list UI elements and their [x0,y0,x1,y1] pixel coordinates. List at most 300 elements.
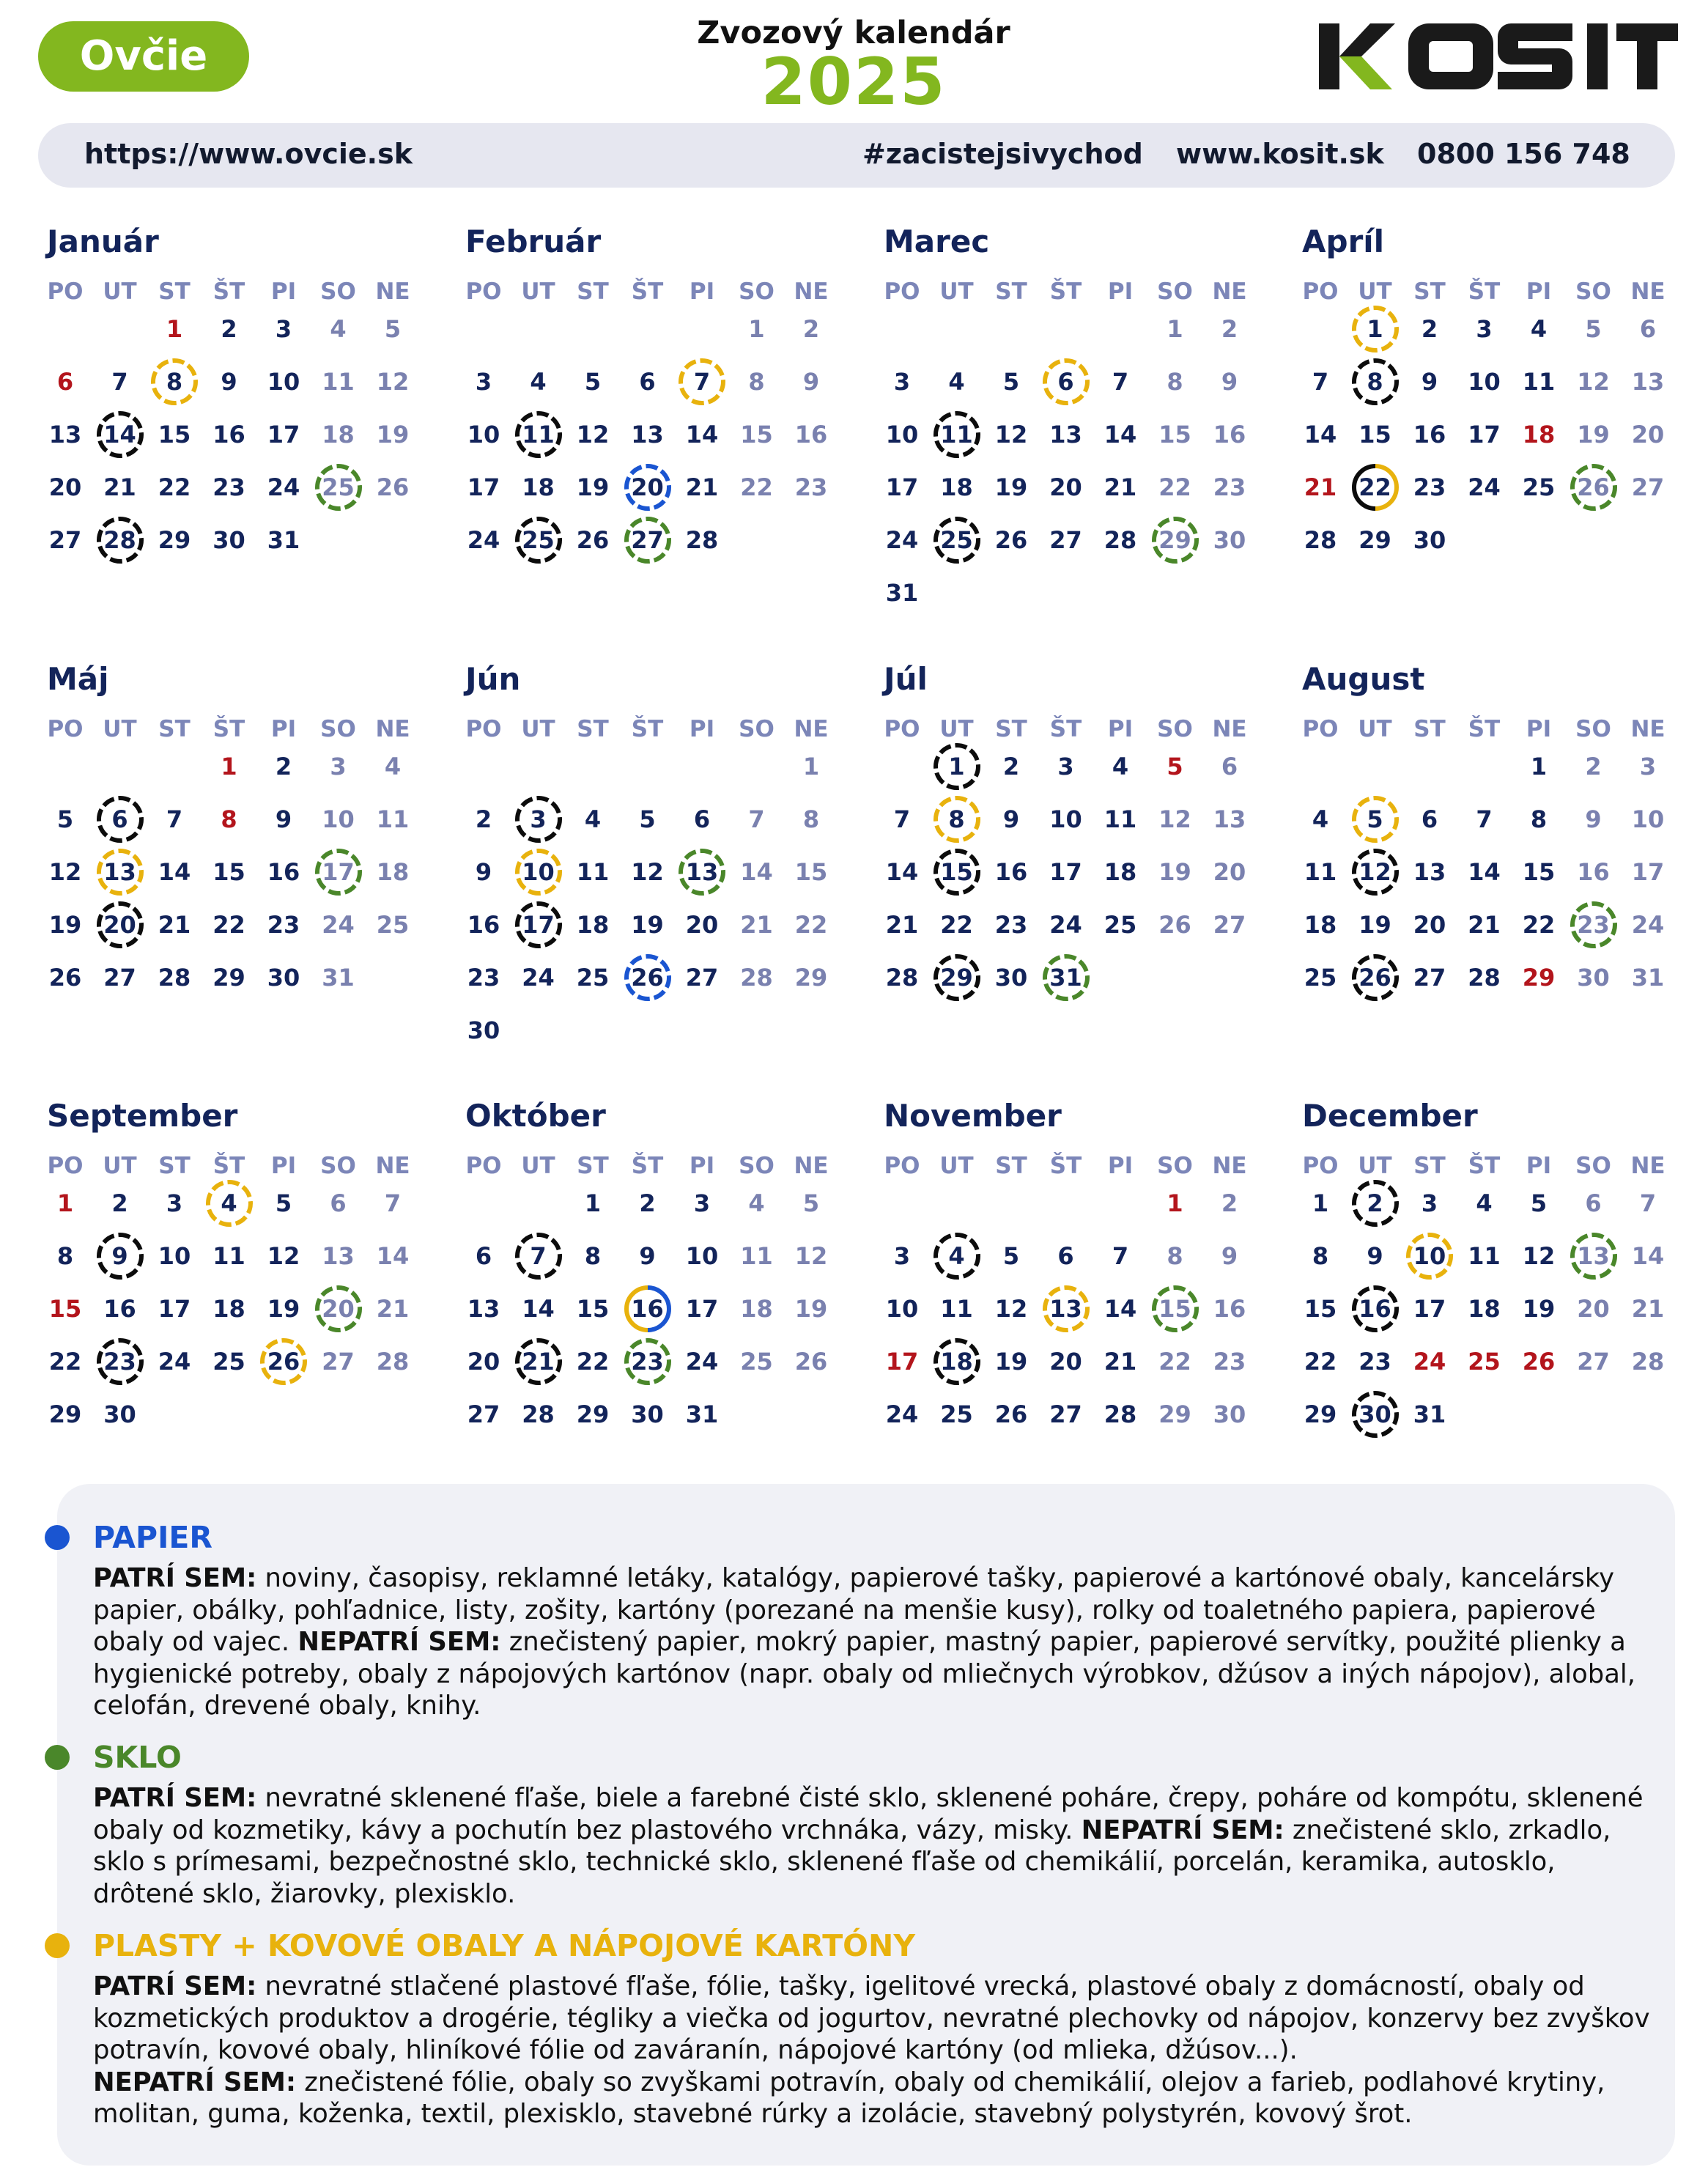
day-cell: 24 [1049,911,1082,939]
day-cell: 1 [1167,1189,1183,1217]
day-cell: 20 [685,911,719,939]
day-cell: 29 [1158,1400,1191,1428]
day-cell: 13 [467,1295,500,1323]
month-name: December [1302,1098,1478,1134]
day-cell: 22 [1348,461,1402,514]
day-cell: 20 [93,898,147,951]
weekday-header: ST [577,1153,609,1179]
day-cell: 7 [1112,368,1129,396]
paper-yes-text: noviny, časopisy, reklamné letáky, katalógy, papierové tašky, papierové a kartónové obaly, kancelársky papier, obálky, pohľadnice, listy, zošity, kartóny (porezané na menšie kusy), rolky od toaletného papiera, papierové obaly od vajec. [93,1563,1615,1657]
weekday-header: UT [521,278,555,305]
day-cell: 5 [1585,315,1602,343]
glass-dot [45,1745,70,1770]
day-cell: 27 [322,1348,355,1376]
day-cell: 18 [576,911,610,939]
day-cell: 17 [158,1295,191,1323]
day-cell: 9 [1221,368,1238,396]
day-cell: 14 [885,858,919,886]
month-name: Jún [465,661,521,697]
day-cell: 16 [1348,1282,1402,1335]
day-cell: 15 [48,1295,82,1323]
day-cell: 3 [166,1189,183,1217]
day-cell: 22 [740,473,773,501]
day-cell: 1 [748,315,765,343]
weekday-header: ST [158,1153,191,1179]
day-cell: 30 [467,1016,500,1044]
weekday-header: UT [1358,278,1392,305]
day-cell: 2 [1221,1189,1238,1217]
day-cell: 6 [1639,315,1657,343]
day-cell: 23 [1358,1348,1391,1376]
day-cell: 30 [994,964,1028,992]
day-cell: 4 [584,805,602,833]
day-cell: 21 [685,473,719,501]
day-cell: 25 [1468,1348,1501,1376]
day-cell: 5 [1167,753,1183,780]
month-name: November [884,1098,1062,1134]
weekday-header: SO [1157,278,1193,305]
day-cell: 12 [994,421,1028,448]
day-cell: 27 [467,1400,500,1428]
weekday-header: ŠT [212,1153,245,1179]
day-cell: 10 [511,846,566,898]
day-cell: 17 [511,898,566,951]
weekday-header: UT [521,716,555,742]
day-cell: 21 [1304,473,1337,501]
weekday-header: PO [465,1153,502,1179]
day-cell: 27 [1631,473,1665,501]
weekday-header: PI [689,1153,715,1179]
month-1 [38,224,456,649]
day-cell: 12 [1577,368,1610,396]
day-cell: 14 [1304,421,1337,448]
day-cell: 12 [576,421,610,448]
day-cell: 22 [1158,473,1191,501]
kosit-website[interactable]: www.kosit.sk [1176,138,1384,170]
day-cell: 10 [1049,805,1082,833]
day-cell: 11 [576,858,610,886]
day-cell: 28 [158,964,191,992]
day-cell: 8 [748,368,765,396]
weekday-header: PO [47,278,84,305]
day-cell: 11 [930,408,984,461]
day-cell: 30 [1213,1400,1246,1428]
day-cell: 1 [1348,303,1402,355]
day-cell: 4 [1530,315,1548,343]
day-cell: 5 [56,805,74,833]
day-cell: 17 [1413,1295,1446,1323]
day-cell: 6 [1585,1189,1602,1217]
day-cell: 31 [885,579,919,607]
day-cell: 28 [1103,1400,1137,1428]
month-name: Júl [884,661,928,697]
day-cell: 8 [802,805,820,833]
day-cell: 9 [639,1242,656,1270]
day-cell: 14 [740,858,773,886]
weekday-header: ST [1413,1153,1446,1179]
day-cell: 12 [794,1242,828,1270]
day-cell: 8 [147,355,202,408]
day-cell: 13 [1039,1282,1093,1335]
month-name: Február [465,224,602,259]
day-cell: 1 [1530,753,1548,780]
weekday-header: ST [995,1153,1027,1179]
day-cell: 27 [1049,526,1082,554]
municipality-badge: Ovčie [38,21,249,92]
weekday-header: UT [1358,1153,1392,1179]
day-cell: 1 [802,753,820,780]
weekday-header: UT [939,1153,974,1179]
day-cell: 19 [576,473,610,501]
day-cell: 2 [1421,315,1438,343]
day-cell: 14 [1103,1295,1137,1323]
day-cell: 5 [1530,1189,1548,1217]
day-cell: 28 [740,964,773,992]
day-cell: 9 [1367,1242,1383,1270]
day-cell: 8 [1348,355,1402,408]
glass-yes-text: nevratné sklenené fľaše, biele a farebné čisté sklo, sklenené poháre, črepy, poháre od kompótu, sklenené obaly od kozmetiky, kávy a pochutín bez plastového vrchnáka, vázy, misky. [93,1783,1644,1845]
weekday-header: ŠT [1049,1153,1082,1179]
day-cell: 17 [885,1348,919,1376]
day-cell: 9 [1585,805,1602,833]
day-cell: 15 [1158,421,1191,448]
weekday-header: SO [1157,1153,1193,1179]
day-cell: 21 [158,911,191,939]
glass-title: SKLO [93,1740,182,1775]
weekday-header: PI [1107,278,1134,305]
day-cell: 9 [1421,368,1438,396]
weekday-header: PO [47,716,84,742]
paper-yes-label: PATRÍ SEM: [93,1563,257,1593]
day-cell: 19 [1522,1295,1556,1323]
day-cell: 23 [1213,473,1246,501]
day-cell: 25 [511,514,566,566]
day-cell: 22 [1158,1348,1191,1376]
day-cell: 17 [267,421,300,448]
day-cell: 4 [1312,805,1329,833]
day-cell: 9 [275,805,292,833]
day-cell: 3 [330,753,347,780]
day-cell: 14 [158,858,191,886]
day-cell: 30 [631,1400,664,1428]
day-cell: 17 [311,846,366,898]
day-cell: 16 [1213,421,1246,448]
day-cell: 24 [1631,911,1665,939]
day-cell: 29 [158,526,191,554]
day-cell: 26 [576,526,610,554]
day-cell: 26 [621,951,675,1004]
day-cell: 26 [994,1400,1028,1428]
day-cell: 23 [794,473,828,501]
day-cell: 27 [1413,964,1446,992]
weekday-header: PO [1302,716,1339,742]
day-cell: 14 [685,421,719,448]
day-cell: 4 [330,315,347,343]
day-cell: 5 [1002,1242,1020,1270]
month-10 [456,1098,874,1523]
weekday-header: PI [1526,278,1552,305]
day-cell: 23 [1567,898,1621,951]
weekday-header: UT [939,716,974,742]
day-cell: 1 [1167,315,1183,343]
day-cell: 20 [467,1348,500,1376]
day-cell: 22 [158,473,191,501]
day-cell: 27 [103,964,136,992]
day-cell: 28 [522,1400,555,1428]
weekday-header: PO [47,1153,84,1179]
day-cell: 10 [322,805,355,833]
day-cell: 30 [1577,964,1610,992]
day-cell: 6 [1057,1242,1074,1270]
month-8 [1293,661,1708,1086]
weekday-header: PI [270,716,297,742]
month-name: August [1302,661,1425,697]
month-name: September [47,1098,238,1134]
plastic-description [93,1971,1654,2130]
weekday-header: ŠT [1468,278,1501,305]
day-cell: 20 [1631,421,1665,448]
day-cell: 4 [530,368,547,396]
day-cell: 27 [685,964,719,992]
day-cell: 1 [1312,1189,1329,1217]
day-cell: 3 [693,1189,711,1217]
day-cell: 31 [1039,951,1093,1004]
day-cell: 30 [1213,526,1246,554]
month-12 [1293,1098,1708,1523]
day-cell: 13 [48,421,82,448]
day-cell: 11 [1103,805,1137,833]
day-cell: 8 [1167,368,1183,396]
day-cell: 12 [1158,805,1191,833]
month-name: Máj [47,661,109,697]
day-cell: 6 [475,1242,492,1270]
weekday-header: NE [375,278,410,305]
calendar-year: 2025 [761,44,947,119]
day-cell: 3 [511,793,566,846]
day-cell: 26 [1567,461,1621,514]
weekday-header: PI [270,1153,297,1179]
weekday-header: PO [884,278,920,305]
day-cell: 29 [1358,526,1391,554]
day-cell: 1 [930,740,984,793]
day-cell: 23 [1213,1348,1246,1376]
day-cell: 4 [202,1177,256,1230]
day-cell: 18 [1522,421,1556,448]
weekday-header: SO [739,278,774,305]
day-cell: 18 [322,421,355,448]
day-cell: 23 [994,911,1028,939]
day-cell: 24 [885,1400,919,1428]
weekday-header: NE [1212,278,1247,305]
day-cell: 12 [267,1242,300,1270]
day-cell: 19 [994,473,1028,501]
day-cell: 24 [885,526,919,554]
day-cell: 18 [930,1335,984,1388]
day-cell: 14 [93,408,147,461]
day-cell: 15 [930,846,984,898]
day-cell: 14 [1468,858,1501,886]
day-cell: 11 [740,1242,773,1270]
weekday-header: PO [1302,278,1339,305]
paper-dot [45,1525,70,1550]
day-cell: 5 [639,805,656,833]
day-cell: 11 [322,368,355,396]
day-cell: 15 [212,858,245,886]
day-cell: 29 [1148,514,1202,566]
weekday-header: ST [158,716,191,742]
day-cell: 22 [1522,911,1556,939]
day-cell: 18 [376,858,410,886]
day-cell: 19 [376,421,410,448]
day-cell: 25 [1304,964,1337,992]
day-cell: 16 [212,421,245,448]
plastic-yes-text: nevratné stlačené plastové fľaše, fólie, tašky, igelitové vrecká, plastové obaly z domácností, obaly od kozmetických produktov a drogérie, tégliky a viečka od jogurtov, nevratné plechovky od nápojov, konzervy bez zvyškov potravín, kovové obaly, hliníkové fólie od zaváranín, nápojové kartóny (od mlieka, džúsov...). [93,1971,1650,2065]
day-cell: 21 [376,1295,410,1323]
day-cell: 8 [1167,1242,1183,1270]
day-cell: 27 [1049,1400,1082,1428]
day-cell: 4 [748,1189,765,1217]
weekday-header: SO [1575,278,1611,305]
day-cell: 7 [1312,368,1329,396]
day-cell: 10 [885,1295,919,1323]
day-cell: 12 [1348,846,1402,898]
day-cell: 11 [1304,858,1337,886]
day-cell: 15 [158,421,191,448]
weekday-header: PI [1526,1153,1552,1179]
day-cell: 15 [794,858,828,886]
day-cell: 11 [511,408,566,461]
day-cell: 16 [1413,421,1446,448]
day-cell: 15 [1358,421,1391,448]
day-cell: 5 [1348,793,1402,846]
day-cell: 12 [631,858,664,886]
day-cell: 16 [467,911,500,939]
day-cell: 25 [740,1348,773,1376]
day-cell: 18 [740,1295,773,1323]
day-cell: 23 [93,1335,147,1388]
day-cell: 31 [322,964,355,992]
day-cell: 21 [511,1335,566,1388]
weekday-header: NE [375,1153,410,1179]
weekday-header: NE [794,1153,829,1179]
day-cell: 20 [1049,473,1082,501]
day-cell: 28 [1631,1348,1665,1376]
day-cell: 10 [467,421,500,448]
weekday-header: UT [103,1153,137,1179]
day-cell: 20 [1213,858,1246,886]
day-cell: 31 [267,526,300,554]
weekday-header: ST [1413,716,1446,742]
month-5 [38,661,456,1086]
day-cell: 7 [893,805,911,833]
weekday-header: NE [794,716,829,742]
day-cell: 2 [475,805,492,833]
day-cell: 26 [794,1348,828,1376]
weekday-header: ŠT [212,278,245,305]
day-cell: 1 [584,1189,602,1217]
day-cell: 19 [994,1348,1028,1376]
day-cell: 2 [802,315,820,343]
day-cell: 18 [1468,1295,1501,1323]
day-cell: 12 [1522,1242,1556,1270]
day-cell: 8 [584,1242,602,1270]
day-cell: 8 [1530,805,1548,833]
month-2 [456,224,874,649]
day-cell: 22 [576,1348,610,1376]
weekday-header: PI [689,716,715,742]
paper-no-label: NEPATRÍ SEM: [297,1627,501,1657]
day-cell: 7 [748,805,765,833]
paper-no-text: znečistený papier, mokrý papier, mastný papier, papierové servítky, použité plienky a hygienické potreby, obaly z nápojových kartónov (napr. obaly od mliečnych výrobkov, džúsov a iných nápojov), alobal, celofán, drevené obaly, knihy. [93,1627,1635,1721]
day-cell: 13 [675,846,729,898]
day-cell: 27 [621,514,675,566]
day-cell: 13 [1213,805,1246,833]
day-cell: 22 [1304,1348,1337,1376]
day-cell: 1 [166,315,183,343]
weekday-header: ŠT [631,1153,664,1179]
day-cell: 3 [893,1242,911,1270]
day-cell: 5 [384,315,402,343]
weekday-header: SO [320,716,356,742]
weekday-header: UT [521,1153,555,1179]
day-cell: 28 [376,1348,410,1376]
day-cell: 18 [1304,911,1337,939]
weekday-header: UT [103,716,137,742]
weekday-header: PI [1107,716,1134,742]
day-cell: 6 [56,368,74,396]
day-cell: 6 [330,1189,347,1217]
day-cell: 24 [322,911,355,939]
paper-title: PAPIER [93,1520,212,1555]
day-cell: 16 [794,421,828,448]
weekday-header: NE [1630,278,1666,305]
plastic-yes-label: PATRÍ SEM: [93,1971,257,2001]
day-cell: 25 [930,514,984,566]
weekday-header: ŠT [1049,278,1082,305]
day-cell: 10 [1631,805,1665,833]
day-cell: 19 [1358,911,1391,939]
day-cell: 29 [212,964,245,992]
day-cell: 26 [376,473,410,501]
day-cell: 17 [467,473,500,501]
day-cell: 26 [1522,1348,1556,1376]
day-cell: 19 [794,1295,828,1323]
weekday-header: PI [1107,1153,1134,1179]
day-cell: 30 [212,526,245,554]
day-cell: 9 [1002,805,1020,833]
day-cell: 21 [103,473,136,501]
weekday-header: NE [1630,1153,1666,1179]
day-cell: 4 [384,753,402,780]
day-cell: 30 [103,1400,136,1428]
weekday-header: ŠT [212,716,245,742]
day-cell: 1 [221,753,237,780]
glass-yes-label: PATRÍ SEM: [93,1783,257,1813]
weekday-header: ŠT [631,278,664,305]
municipality-url[interactable]: https://www.ovcie.sk [84,138,413,170]
day-cell: 3 [1057,753,1074,780]
day-cell: 28 [1304,526,1337,554]
day-cell: 26 [1348,951,1402,1004]
weekday-header: ST [577,278,609,305]
day-cell: 24 [267,473,300,501]
day-cell: 12 [376,368,410,396]
weekday-header: ST [577,716,609,742]
day-cell: 21 [1631,1295,1665,1323]
weekday-header: ŠT [631,716,664,742]
day-cell: 29 [1304,1400,1337,1428]
day-cell: 3 [1639,753,1657,780]
